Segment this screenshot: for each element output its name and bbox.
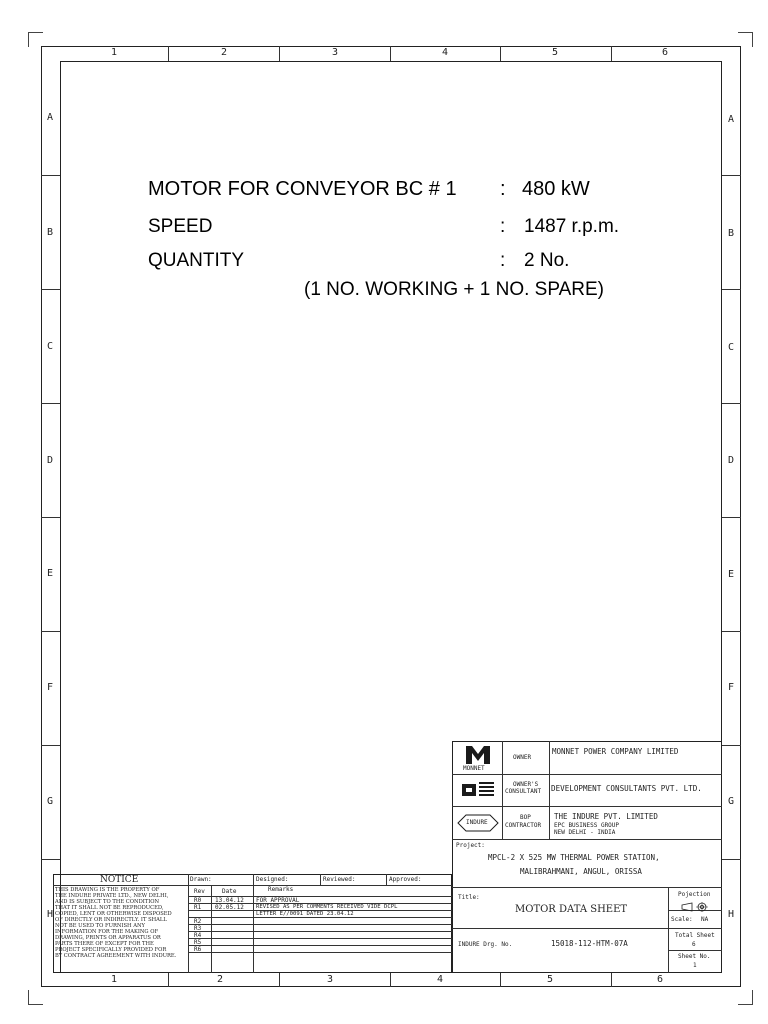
notice-line: OF DIRECTLY OR INDIRECTLY. IT SHALL	[55, 917, 167, 923]
rev-number: R3	[194, 925, 202, 932]
designed-label: Designed:	[256, 876, 289, 883]
projection-label: Pojection	[678, 891, 711, 898]
col-label-bottom: 1	[110, 974, 118, 985]
row-label-right: G	[727, 796, 735, 807]
row-label-left: A	[46, 112, 54, 123]
rev-remarks: FOR APPROVAL	[256, 897, 300, 904]
speed-separator: :	[500, 216, 506, 237]
total-sheet-label: Total Sheet	[675, 932, 715, 939]
drawing-number-value: 15018-112-HTM-07A	[551, 939, 628, 948]
col-label-top: 3	[331, 47, 339, 58]
remarks-header: Remarks	[268, 886, 294, 893]
consultant-value: DEVELOPMENT CONSULTANTS PVT. LTD.	[551, 784, 702, 793]
notice-line: NOT BE USED TO FURNISH ANY	[55, 923, 145, 929]
crop-mark-bottom-left	[28, 990, 43, 1005]
reviewed-label: Reviewed:	[323, 876, 356, 883]
speed-value: 1487 r.p.m.	[524, 216, 620, 237]
drawn-label: Drawn:	[190, 876, 212, 883]
notice-line: AND IS SUBJECT TO THE CONDITION	[55, 899, 160, 905]
bop-label-2: CONTRACTOR	[505, 822, 542, 829]
col-label-bottom: 5	[546, 974, 554, 985]
quantity-value: 2 No.	[524, 250, 570, 271]
crop-mark-top-left	[28, 32, 43, 47]
notice-line: THAT IT SHALL NOT BE REPRODUCED,	[55, 905, 164, 911]
notice-line: INFORMATION FOR THE MAKING OF	[55, 929, 159, 935]
col-label-top: 1	[110, 47, 118, 58]
row-label-right: F	[727, 682, 735, 693]
crop-mark-bottom-right	[738, 990, 753, 1005]
owner-label: OWNER	[513, 754, 532, 761]
approved-label: Approved:	[389, 876, 422, 883]
projection-symbol-icon	[680, 899, 710, 917]
speed-label: SPEED	[148, 216, 213, 237]
rev-date: 02.05.12	[215, 904, 244, 911]
rev-remarks: REVISED AS PER COMMENTS RECEIVED VIDE DCPL	[256, 904, 398, 910]
rev-number: R6	[194, 946, 202, 953]
col-label-bottom: 3	[326, 974, 334, 985]
row-label-left: H	[46, 909, 54, 920]
sheet-number-value: 1	[693, 962, 697, 969]
row-label-right: C	[727, 342, 735, 353]
row-label-right: A	[727, 114, 735, 125]
dcpl-logo-icon	[460, 779, 498, 801]
bop-sub-2: NEW DELHI - INDIA	[554, 829, 616, 836]
rev-number: R4	[194, 932, 202, 939]
consultant-label-1: OWNER'S	[513, 781, 539, 788]
rev-number: R1	[194, 904, 202, 911]
monnet-logo-text: MONNET	[463, 765, 485, 772]
quantity-note: (1 NO. WORKING + 1 NO. SPARE)	[304, 279, 605, 300]
rev-date: 13.04.12	[215, 897, 244, 904]
row-label-right: H	[727, 909, 735, 920]
bop-sub-1: EPC BUSINESS GROUP	[554, 822, 620, 829]
motor-label: MOTOR FOR CONVEYOR BC # 1	[148, 178, 457, 200]
project-label: Project:	[456, 842, 485, 849]
motor-separator: :	[500, 178, 506, 200]
notice-line: PROJECT SPECIFICALLY PROVIDED FOR	[55, 947, 167, 953]
row-label-left: D	[46, 455, 54, 466]
col-label-top: 4	[441, 47, 449, 58]
col-label-bottom: 2	[216, 974, 224, 985]
quantity-separator: :	[500, 250, 506, 271]
notice-line: THIS DRAWING IS THE PROPERTY OF	[55, 887, 160, 893]
rev-remarks-continued: LETTER E//0091 DATED 23.04.12	[256, 911, 354, 917]
row-label-left: B	[46, 227, 54, 238]
quantity-label: QUANTITY	[148, 250, 245, 271]
title-label: Title:	[458, 894, 480, 901]
row-label-right: D	[727, 455, 735, 466]
title-value: MOTOR DATA SHEET	[515, 904, 628, 915]
notice-line: BY CONTRACT AGREEMENT WITH INDURE.	[55, 953, 177, 959]
motor-power-value: 480 kW	[522, 178, 590, 200]
scale-value: NA	[701, 916, 709, 923]
rev-number: R5	[194, 939, 202, 946]
monnet-logo	[458, 744, 498, 772]
notice-line: THE INDURE PRIVATE LTD., NEW DELHI,	[55, 893, 169, 899]
indure-logo-text: INDURE	[466, 819, 488, 826]
notice-line: DRAWING, PRINTS OR APPARATUS OR	[55, 935, 161, 941]
indure-logo	[456, 812, 500, 834]
consultant-label-2: CONSULTANT	[505, 788, 542, 795]
project-line-1: MPCL-2 X 525 MW THERMAL POWER STATION,	[488, 853, 660, 862]
row-label-left: F	[46, 682, 54, 693]
rev-number: R0	[194, 897, 202, 904]
col-label-bottom: 6	[656, 974, 664, 985]
drawing-number-label: INDURE Drg. No.	[458, 941, 513, 948]
row-label-right: B	[727, 228, 735, 239]
col-label-top: 5	[551, 47, 559, 58]
col-label-top: 2	[220, 47, 228, 58]
sheet-number-label: Sheet No.	[678, 953, 711, 960]
row-label-left: G	[46, 796, 54, 807]
bop-value: THE INDURE PVT. LIMITED	[554, 812, 658, 821]
dcpl-logo	[460, 779, 498, 803]
row-label-left: E	[46, 568, 54, 579]
project-line-2: MALIBRAHMANI, ANGUL, ORISSA	[520, 867, 642, 876]
notice-line: COPIED, LENT OR OTHERWISE DISPOSED	[55, 911, 172, 917]
row-label-right: E	[727, 569, 735, 580]
crop-mark-top-right	[738, 32, 753, 47]
total-sheet-value: 6	[692, 941, 696, 948]
col-label-bottom: 4	[436, 974, 444, 985]
notice-line: PARTS THERE OF EXCEPT FOR THE	[55, 941, 154, 947]
rev-number: R2	[194, 918, 202, 925]
row-label-left: C	[46, 341, 54, 352]
scale-label: Scale:	[671, 916, 693, 923]
notice-title: NOTICE	[100, 875, 139, 885]
bop-label-1: BOP	[520, 814, 531, 821]
owner-value: MONNET POWER COMPANY LIMITED	[552, 747, 679, 756]
monnet-logo-icon	[458, 744, 498, 766]
date-header: Date	[222, 888, 237, 895]
rev-header: Rev	[194, 888, 205, 895]
col-label-top: 6	[661, 47, 669, 58]
